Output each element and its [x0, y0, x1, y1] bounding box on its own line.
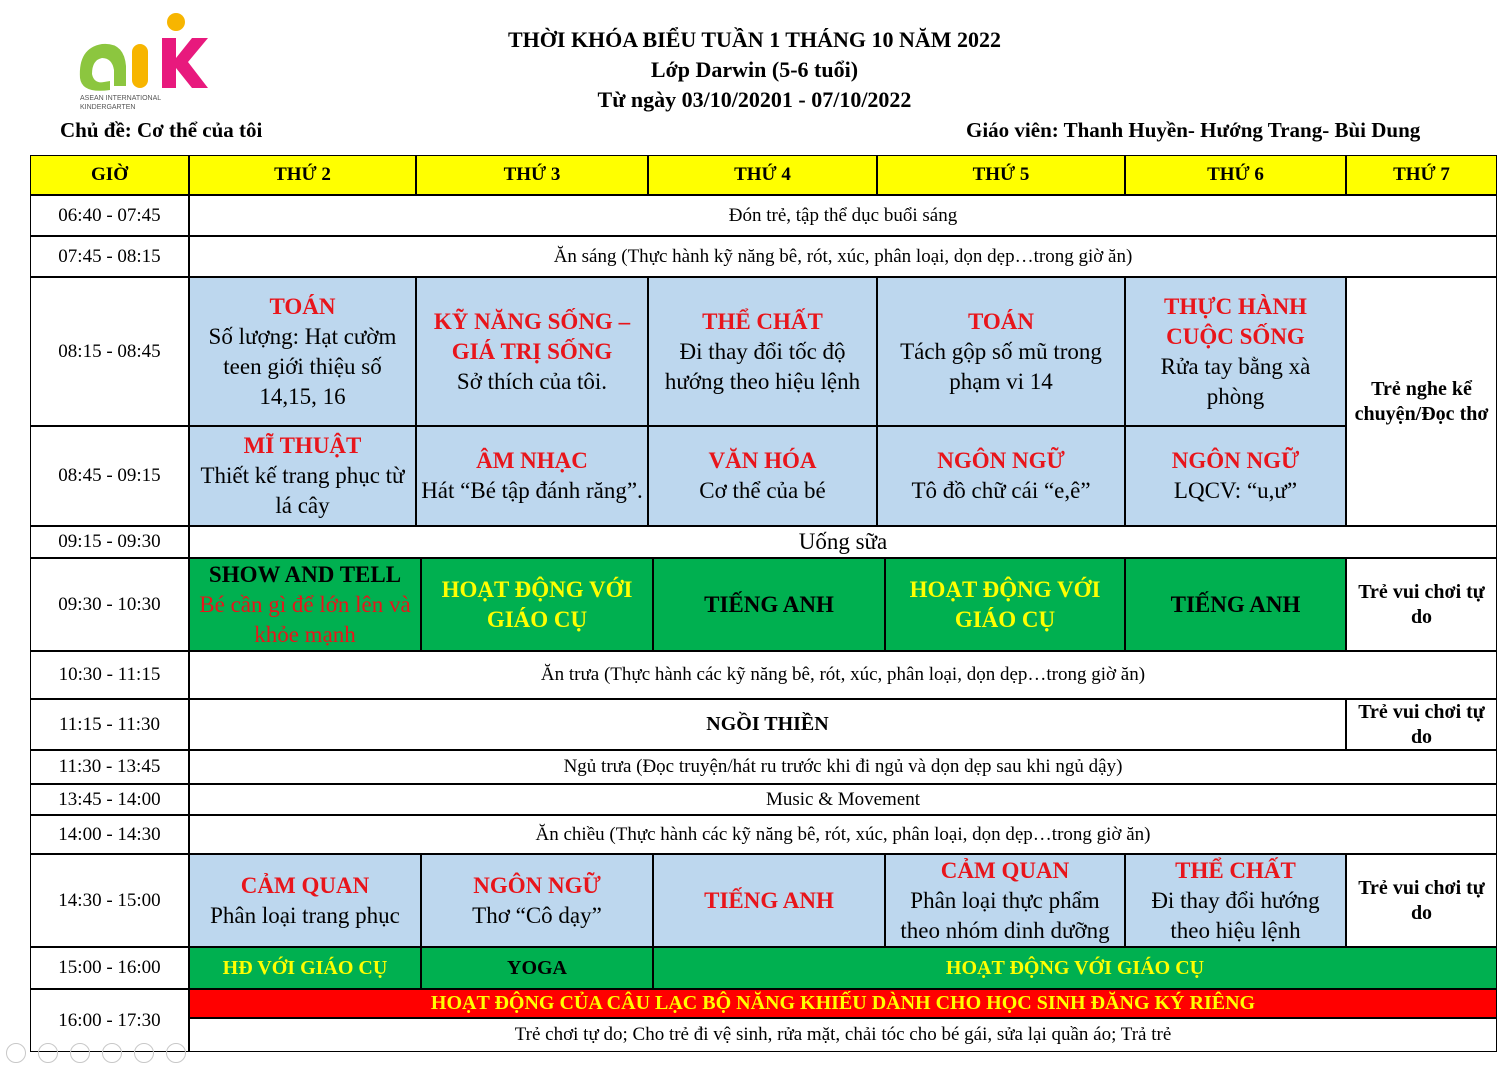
- col-header-tue: THỨ 3: [417, 156, 647, 194]
- time-cell: 11:15 - 11:30: [31, 700, 188, 749]
- zoom-icon[interactable]: [134, 1043, 154, 1063]
- activity-cell: Ăn sáng (Thực hành kỹ năng bê, rót, xúc, phân loại, dọn dẹp…trong giờ ăn): [190, 237, 1496, 276]
- next-icon[interactable]: [38, 1043, 58, 1063]
- lesson-cell: SHOW AND TELL Bé cần gì để lớn lên và khỏe mạnh: [190, 559, 420, 650]
- time-cell: 11:30 - 13:45: [31, 751, 188, 783]
- time-cell: 13:45 - 14:00: [31, 785, 188, 814]
- time-cell: 07:45 - 08:15: [31, 237, 188, 276]
- col-header-mon: THỨ 2: [190, 156, 415, 194]
- prev-icon[interactable]: [6, 1043, 26, 1063]
- saturday-cell: Trẻ nghe kể chuyện/Đọc thơ: [1347, 278, 1496, 525]
- col-header-fri: THỨ 6: [1126, 156, 1345, 194]
- activity-cell: Uống sữa: [190, 527, 1496, 557]
- activity-cell: Ngủ trưa (Đọc truyện/hát ru trước khi đi ngủ và dọn dẹp sau khi ngủ dậy): [190, 751, 1496, 783]
- club-banner: HOẠT ĐỘNG CỦA CÂU LẠC BỘ NĂNG KHIẾU DÀNH CHO HỌC SINH ĐĂNG KÝ RIÊNG: [190, 990, 1496, 1017]
- lesson-cell: YOGA: [422, 948, 652, 988]
- pen-icon[interactable]: [70, 1043, 90, 1063]
- lesson-cell: NGÔN NGỮ LQCV: “u,ư”: [1126, 427, 1345, 525]
- svg-text:ASEAN INTERNATIONAL: ASEAN INTERNATIONAL: [80, 95, 162, 102]
- lesson-cell: HOẠT ĐỘNG VỚI GIÁO CỤ: [422, 559, 652, 650]
- time-cell: 10:30 - 11:15: [31, 652, 188, 698]
- time-cell: 15:00 - 16:00: [31, 948, 188, 988]
- saturday-cell: Trẻ vui chơi tự do: [1347, 700, 1496, 749]
- lesson-cell: TIẾNG ANH: [654, 559, 884, 650]
- lesson-cell: CẢM QUAN Phân loại thực phẩm theo nhóm dinh dưỡng: [886, 855, 1124, 946]
- lesson-cell: HOẠT ĐỘNG VỚI GIÁO CỤ: [654, 948, 1496, 988]
- activity-cell: Ăn trưa (Thực hành các kỹ năng bê, rót, xúc, phân loại, dọn dẹp…trong giờ ăn): [190, 652, 1496, 698]
- time-cell: 16:00 - 17:30: [31, 990, 188, 1051]
- time-cell: 08:45 - 09:15: [31, 427, 188, 525]
- class-name: Lớp Darwin (5-6 tuổi): [650, 57, 859, 82]
- lesson-cell: TIẾNG ANH: [1126, 559, 1345, 650]
- saturday-cell: Trẻ vui chơi tự do: [1347, 855, 1496, 946]
- lesson-cell: THỂ CHẤT Đi thay đổi hướng theo hiệu lệnh: [1126, 855, 1345, 946]
- lesson-cell: VĂN HÓA Cơ thể của bé: [649, 427, 876, 525]
- col-header-time: GIỜ: [31, 156, 188, 194]
- lesson-cell: TOÁN Tách gộp số mũ trong phạm vi 14: [878, 278, 1124, 425]
- time-cell: 08:15 - 08:45: [31, 278, 188, 425]
- date-range: Từ ngày 03/10/20201 - 07/10/2022: [597, 87, 912, 112]
- lesson-cell: HĐ VỚI GIÁO CỤ: [190, 948, 420, 988]
- lesson-cell: CẢM QUAN Phân loại trang phục: [190, 855, 420, 946]
- col-header-sat: THỨ 7: [1347, 156, 1496, 194]
- activity-cell: Music & Movement: [190, 785, 1496, 814]
- lesson-cell: KỸ NĂNG SỐNG – GIÁ TRỊ SỐNG Sở thích của tôi.: [417, 278, 647, 425]
- lesson-cell: HOẠT ĐỘNG VỚI GIÁO CỤ: [886, 559, 1124, 650]
- lesson-cell: ÂM NHẠC Hát “Bé tập đánh răng”.: [417, 427, 647, 525]
- slides-icon[interactable]: [102, 1043, 122, 1063]
- lesson-cell: TIẾNG ANH: [654, 855, 884, 946]
- lesson-cell: TOÁN Số lượng: Hạt cườm teen giới thiệu số 14,15, 16: [190, 278, 415, 425]
- time-cell: 14:30 - 15:00: [31, 855, 188, 946]
- activity-cell: Đón trẻ, tập thể dục buổi sáng: [190, 196, 1496, 235]
- activity-cell: NGỒI THIỀN: [190, 700, 1345, 749]
- activity-cell: Ăn chiều (Thực hành các kỹ năng bê, rót, xúc, phân loại, dọn dẹp…trong giờ ăn): [190, 816, 1496, 853]
- viewer-toolbar: [0, 1040, 226, 1066]
- more-icon[interactable]: [166, 1043, 186, 1063]
- col-header-wed: THỨ 4: [649, 156, 876, 194]
- lesson-cell: THỂ CHẤT Đi thay đổi tốc độ hướng theo hiệu lệnh: [649, 278, 876, 425]
- saturday-cell: Trẻ vui chơi tự do: [1347, 559, 1496, 650]
- activity-cell: Trẻ chơi tự do; Cho trẻ đi vệ sinh, rửa mặt, chải tóc cho bé gái, sửa lại quần áo; Trả trẻ: [190, 1019, 1496, 1051]
- lesson-cell: NGÔN NGỮ Thơ “Cô dạy”: [422, 855, 652, 946]
- lesson-cell: NGÔN NGỮ Tô đồ chữ cái “e,ê”: [878, 427, 1124, 525]
- time-cell: 14:00 - 14:30: [31, 816, 188, 853]
- lesson-cell: MĨ THUẬT Thiết kế trang phục từ lá cây: [190, 427, 415, 525]
- teachers-label: Giáo viên: Thanh Huyền- Hướng Trang- Bùi Dung: [966, 118, 1421, 142]
- col-header-thu: THỨ 5: [878, 156, 1124, 194]
- page-title: THỜI KHÓA BIỂU TUẦN 1 THÁNG 10 NĂM 2022: [507, 27, 1002, 52]
- time-cell: 06:40 - 07:45: [31, 196, 188, 235]
- time-cell: 09:15 - 09:30: [31, 527, 188, 557]
- svg-text:KINDERGARTEN: KINDERGARTEN: [80, 104, 136, 111]
- time-cell: 09:30 - 10:30: [31, 559, 188, 650]
- topic-label: Chủ đề: Cơ thể của tôi: [60, 118, 263, 142]
- lesson-cell: THỰC HÀNH CUỘC SỐNG Rửa tay bằng xà phòng: [1126, 278, 1345, 425]
